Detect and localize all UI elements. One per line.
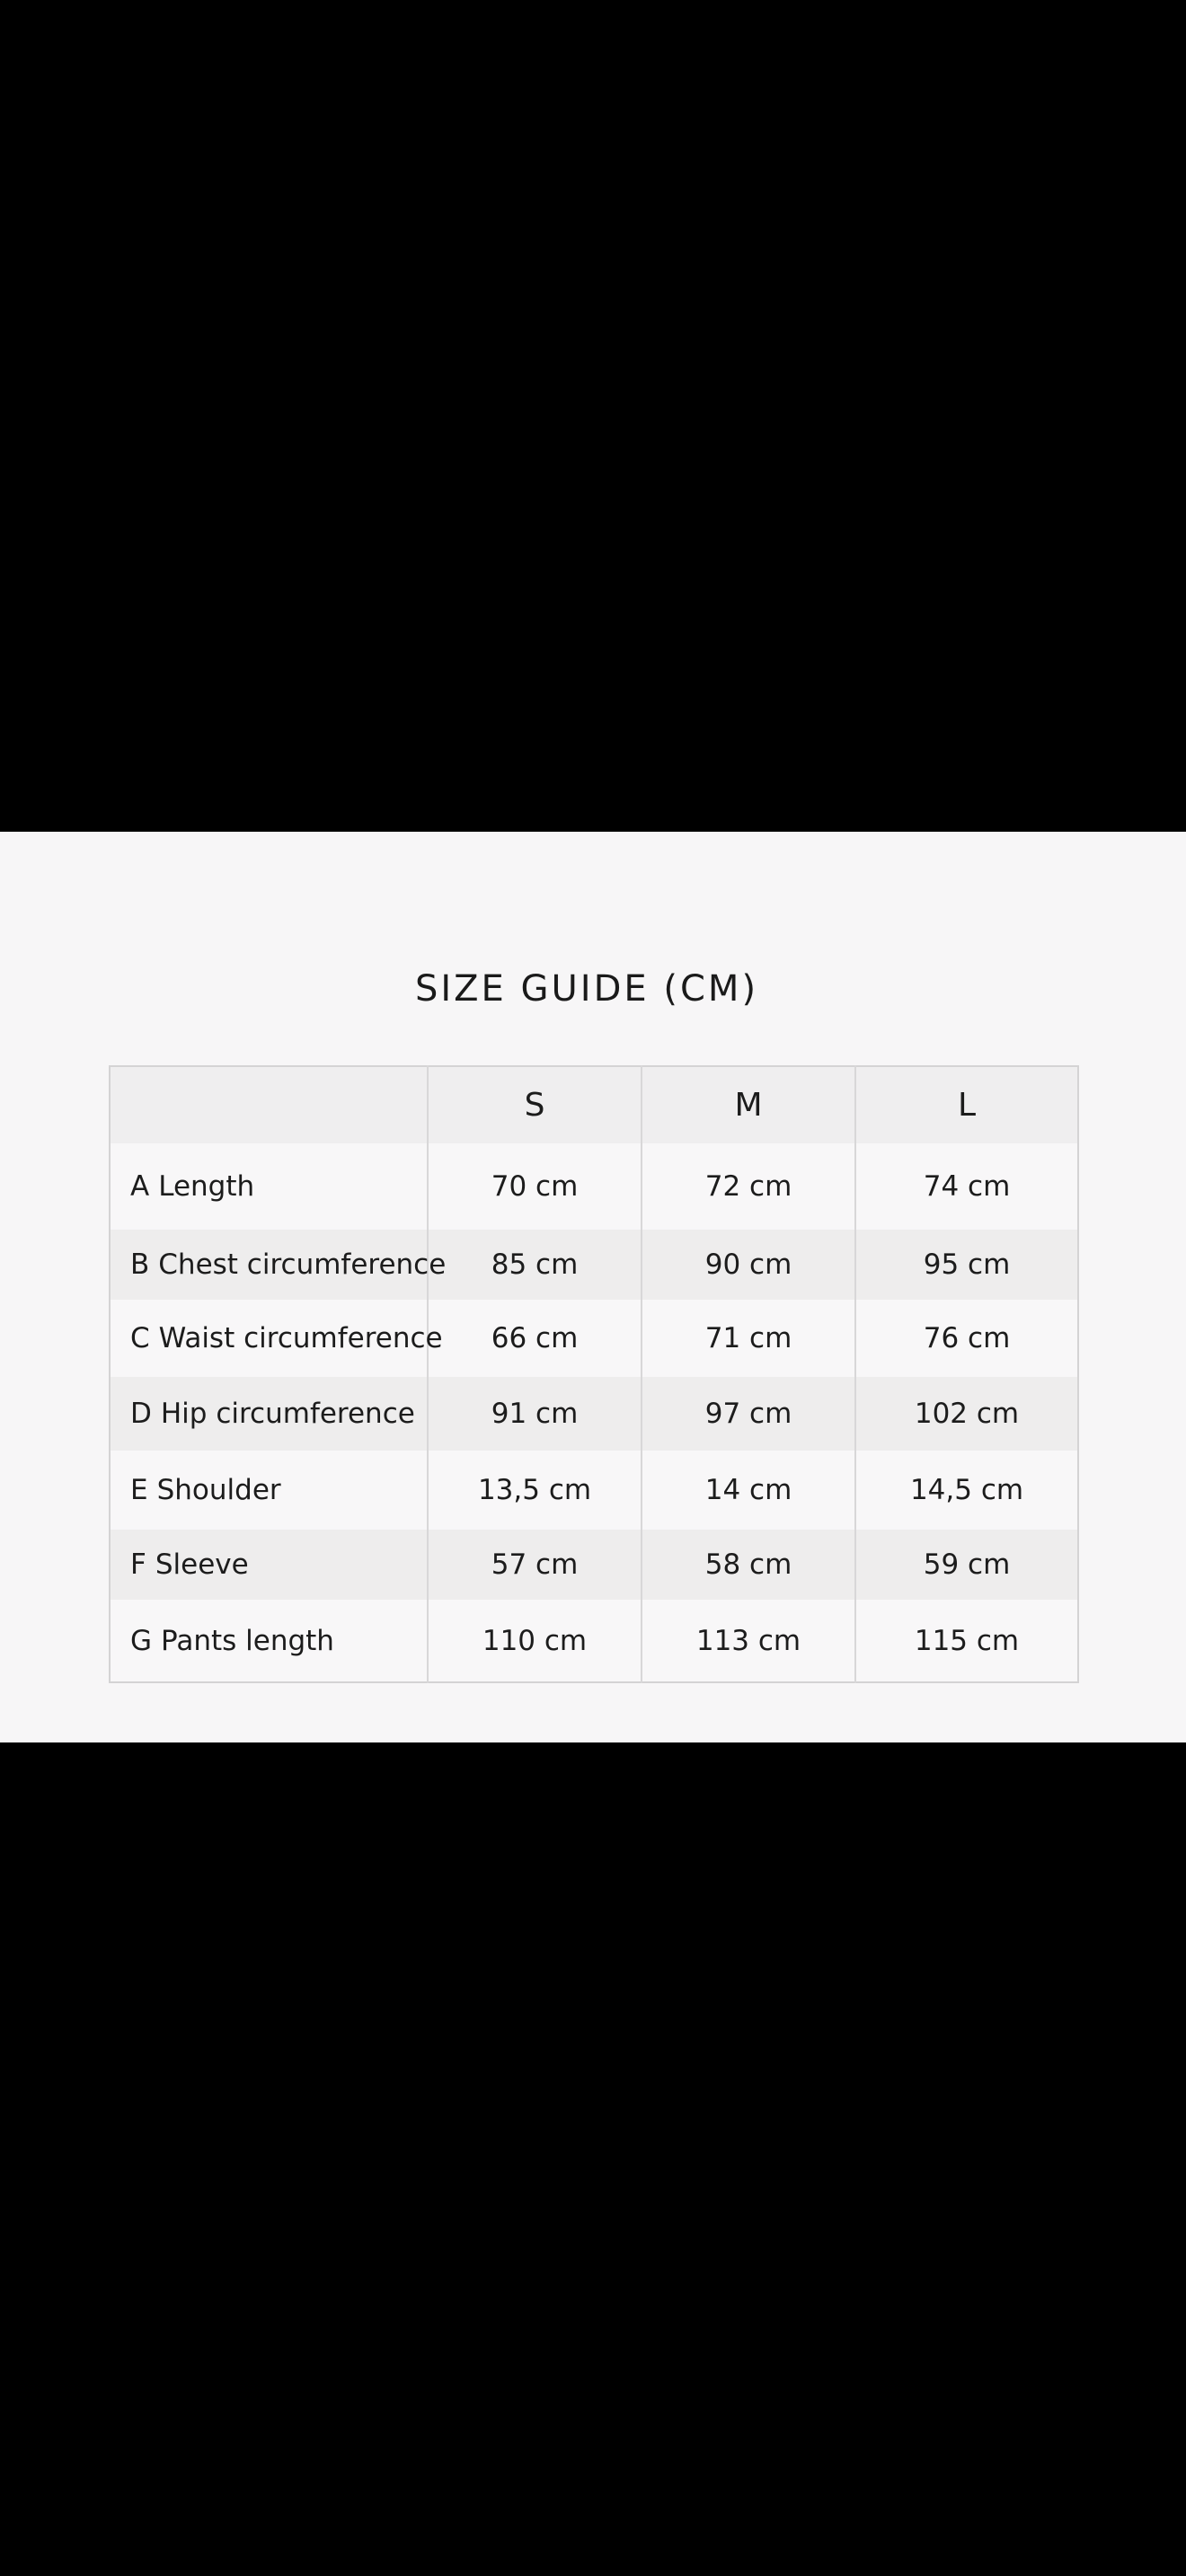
table-row: [110, 1600, 1078, 1682]
value-cell-l: 74 cm: [855, 1143, 1078, 1230]
header-row: [110, 1066, 1078, 1143]
measurement-label: [110, 1530, 428, 1600]
header-cell-measurement: [110, 1066, 428, 1143]
value-cell-m: 97 cm: [642, 1377, 855, 1451]
value-cell-l: 95 cm: [855, 1230, 1078, 1300]
header-cell-size-m: M: [642, 1066, 855, 1143]
table-row: [110, 1300, 1078, 1377]
value-cell-m: 71 cm: [642, 1300, 855, 1377]
table-row: [110, 1377, 1078, 1451]
value-cell-l: 14,5 cm: [855, 1451, 1078, 1530]
measurement-letter: E: [130, 1474, 148, 1506]
measurement-name: Hip circumference: [160, 1398, 415, 1430]
measurement-letter: B: [130, 1248, 150, 1281]
measurement-label: [110, 1143, 428, 1230]
measurement-letter: C: [130, 1322, 150, 1354]
page-title: SIZE GUIDE (CM): [414, 968, 759, 1010]
measurement-letter: F: [130, 1548, 146, 1581]
value-cell-s: 13,5 cm: [428, 1451, 642, 1530]
value-cell-s: 91 cm: [428, 1377, 642, 1451]
value-cell-s: 85 cm: [428, 1230, 642, 1300]
value-cell-s: 57 cm: [428, 1530, 642, 1600]
measurement-name: Chest circumference: [158, 1248, 447, 1281]
value-cell-l: 115 cm: [855, 1600, 1078, 1682]
measurement-letter: D: [130, 1398, 152, 1430]
header-cell-size-l: L: [855, 1066, 1078, 1143]
value-cell-l: 76 cm: [855, 1300, 1078, 1377]
measurement-letter: G: [130, 1624, 153, 1657]
value-cell-l: 102 cm: [855, 1377, 1078, 1451]
measurement-label: [110, 1377, 428, 1451]
measurement-name: Waist circumference: [158, 1322, 443, 1354]
value-cell-m: 90 cm: [642, 1230, 855, 1300]
value-cell-m: 14 cm: [642, 1451, 855, 1530]
measurement-label: [110, 1230, 447, 1300]
measurement-name: Shoulder: [156, 1474, 281, 1506]
table-row: [110, 1451, 1078, 1530]
table-row: [110, 1530, 1078, 1600]
measurement-name: Sleeve: [155, 1548, 249, 1581]
table-row: [110, 1143, 1078, 1230]
value-cell-s: 110 cm: [428, 1600, 642, 1682]
size-guide-table: [109, 1065, 1079, 1683]
measurement-label: [110, 1600, 428, 1682]
value-cell-m: 58 cm: [642, 1530, 855, 1600]
measurement-name: Length: [158, 1170, 255, 1203]
table-row: [110, 1230, 1078, 1300]
value-cell-m: 72 cm: [642, 1143, 855, 1230]
value-cell-m: 113 cm: [642, 1600, 855, 1682]
measurement-name: Pants length: [161, 1624, 334, 1657]
value-cell-s: 70 cm: [428, 1143, 642, 1230]
measurement-label: [110, 1300, 443, 1377]
value-cell-s: 66 cm: [428, 1300, 642, 1377]
header-cell-size-s: S: [428, 1066, 642, 1143]
measurement-label: [110, 1451, 428, 1530]
measurement-letter: A: [130, 1170, 150, 1203]
value-cell-l: 59 cm: [855, 1530, 1078, 1600]
